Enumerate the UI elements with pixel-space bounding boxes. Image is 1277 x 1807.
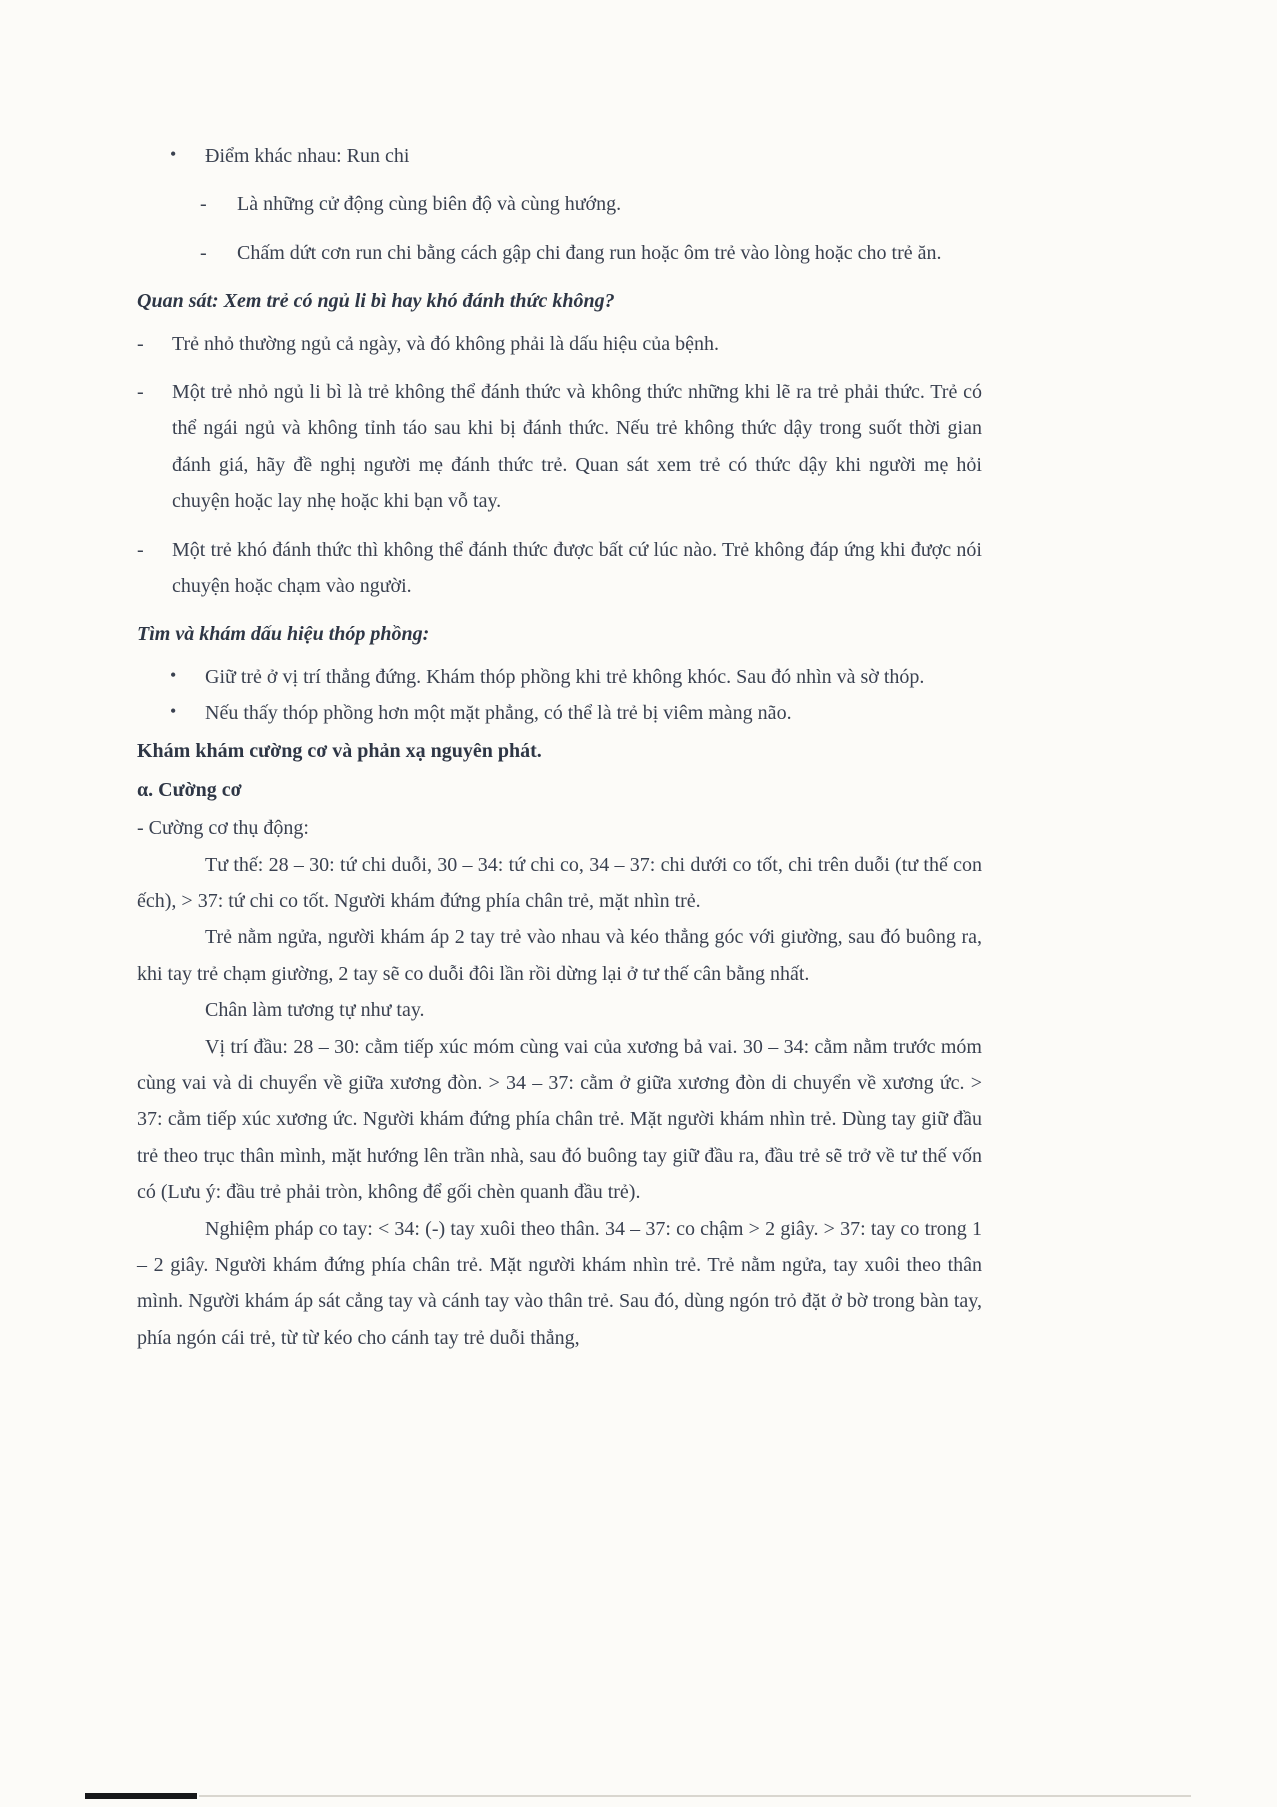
paragraph: Nghiệm pháp co tay: < 34: (-) tay xuôi theo thân. 34 – 37: co chậm > 2 giây. > 37: tay co trong 1 – 2 giây. Người khám đứng phía chân trẻ. Mặt người khám nhìn trẻ. Trẻ nằm ngửa, tay xuôi theo thân mình. Người khám áp sát cẳng tay và cánh tay vào thân trẻ. Sau đó, dùng ngón trỏ đặt ở bờ trong bàn tay, phía ngón cái trẻ, từ từ kéo cho cánh tay trẻ duỗi thẳng, bbox=[137, 1217, 982, 1349]
section-heading: Khám khám cường cơ và phản xạ nguyên phát. bbox=[137, 740, 542, 763]
bullet-marker: • bbox=[170, 144, 177, 164]
dash-item bbox=[137, 532, 982, 605]
dash-text: Chấm dứt cơn run chi bằng cách gập chi đang run hoặc ôm trẻ vào lòng hoặc cho trẻ ăn. bbox=[237, 241, 942, 264]
dash-text: Một trẻ khó đánh thức thì không thể đánh thức được bất cứ lúc nào. Trẻ không đáp ứng khi được nói chuyện hoặc chạm vào người. bbox=[172, 538, 982, 597]
paragraph: Trẻ nằm ngửa, người khám áp 2 tay trẻ vào nhau và kéo thẳng góc với giường, sau đó buông ra, khi tay trẻ chạm giường, 2 tay sẽ co duỗi đôi lần rồi dừng lại ở tư thế cân bằng nhất. bbox=[137, 926, 982, 985]
section-heading: α. Cường cơ bbox=[137, 778, 242, 801]
bullet-text: Nếu thấy thóp phồng hơn một mặt phẳng, có thể là trẻ bị viêm màng não. bbox=[205, 702, 792, 725]
dash-text: Trẻ nhỏ thường ngủ cả ngày, và đó không phải là dấu hiệu của bệnh. bbox=[172, 332, 720, 355]
scan-artifact-dark-line bbox=[85, 1793, 197, 1799]
dash-marker: - bbox=[137, 538, 144, 561]
document-text bbox=[137, 138, 982, 1356]
dash-text: Một trẻ nhỏ ngủ li bì là trẻ không thể đánh thức và không thức những khi lẽ ra trẻ phải thức. Trẻ có thể ngái ngủ và không tỉnh táo sau khi bị đánh thức. Nếu trẻ không thức dậy trong suốt thời gian đánh giá, hãy đề nghị người mẹ đánh thức trẻ. Quan sát xem trẻ có thức dậy khi người mẹ hỏi chuyện hoặc lay nhẹ hoặc khi bạn vỗ tay. bbox=[172, 380, 982, 513]
dash-item bbox=[200, 186, 982, 222]
subsection-label: - Cường cơ thụ động: bbox=[137, 817, 309, 840]
paragraph: Tư thế: 28 – 30: tứ chi duỗi, 30 – 34: tứ chi co, 34 – 37: chi dưới co tốt, chi trên duỗi (tư thế con ếch), > 37: tứ chi co tốt. Người khám đứng phía chân trẻ, mặt nhìn trẻ. bbox=[137, 853, 982, 913]
dash-item bbox=[137, 326, 982, 362]
bullet-text: Giữ trẻ ở vị trí thẳng đứng. Khám thóp phồng khi trẻ không khóc. Sau đó nhìn và sờ thóp. bbox=[205, 665, 925, 688]
dash-marker: - bbox=[200, 241, 207, 264]
bullet-text: Điểm khác nhau: Run chi bbox=[205, 145, 410, 167]
scan-artifact-light-line bbox=[199, 1795, 1191, 1797]
bullet-marker: • bbox=[170, 664, 177, 685]
dash-marker: - bbox=[137, 332, 144, 355]
dash-marker: - bbox=[200, 193, 207, 216]
dash-text: Là những cử động cùng biên độ và cùng hướng. bbox=[237, 193, 622, 216]
dash-item bbox=[137, 374, 982, 520]
paragraph: Vị trí đầu: 28 – 30: cằm tiếp xúc móm cùng vai của xương bả vai. 30 – 34: cằm nằm trước móm cùng vai và di chuyển về giữa xương đòn. > 34 – 37: cằm ở giữa xương đòn di chuyển về xương ức. > 37: cằm tiếp xúc xương ức. Người khám đứng phía chân trẻ. Mặt người khám nhìn trẻ. Dùng tay giữ đầu trẻ theo trục thân mình, mặt hướng lên trần nhà, sau đó buông tay giữ đầu ra, đầu trẻ sẽ trở về tư thế vốn có (Lưu ý: đầu trẻ phải tròn, không để gối chèn quanh đầu trẻ). bbox=[137, 1035, 982, 1204]
bullet-item bbox=[170, 138, 982, 174]
section-heading: Tìm và khám dấu hiệu thóp phồng: bbox=[137, 623, 430, 646]
bullet-marker: • bbox=[170, 701, 177, 722]
dash-marker: - bbox=[137, 380, 144, 403]
bullet-item bbox=[170, 695, 982, 731]
section-heading: Quan sát: Xem trẻ có ngủ li bì hay khó đánh thức không? bbox=[137, 290, 615, 313]
paragraph: Chân làm tương tự như tay. bbox=[205, 999, 425, 1022]
dash-item bbox=[200, 235, 982, 271]
bullet-item bbox=[170, 659, 982, 695]
